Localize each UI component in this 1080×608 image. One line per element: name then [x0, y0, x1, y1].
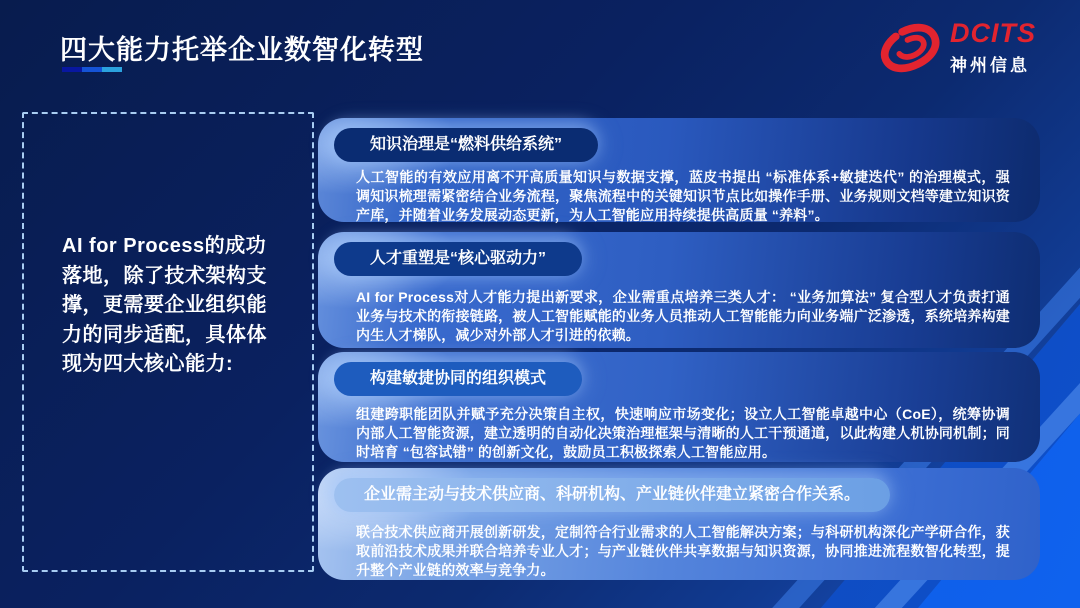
- capability-card-knowledge-governance: [318, 118, 1040, 222]
- title-underline-segment: [102, 67, 122, 72]
- card-header-pill: 人才重塑是“核心驱动力”: [334, 242, 582, 276]
- dcits-logo: [878, 20, 1036, 76]
- card-body-text: 组建跨职能团队并赋予充分决策自主权，快速响应市场变化；设立人工智能卓越中心（CoE），统筹协调内部人工智能资源，建立透明的自动化决策治理框架与清晰的人工干预通道，以此构建人机协同机制；同时培育 “包容试错” 的创新文化，鼓励员工积极探索人工智能应用。: [356, 406, 1010, 461]
- capability-card-agile-organization: [318, 352, 1040, 462]
- card-header-pill: 构建敏捷协同的组织模式: [334, 362, 582, 396]
- card-body-text: AI for Process对人才能力提出新要求，企业需重点培养三类人才： “业务加算法” 复合型人才负责打通业务与技术的衔接链路，被人工智能赋能的业务人员推动人工智能能力向业务端广泛渗透，系统培养构建内生人才梯队，减少对外部人才引进的依赖。: [356, 289, 1010, 344]
- card-body-text: 联合技术供应商开展创新研发，定制符合行业需求的人工智能解决方案；与科研机构深化产学研合作，获取前沿技术成果并联合培养专业人才；与产业链伙伴共享数据与知识资源，协同推进流程数智化转型，提升整个产业链的效率与竞争力。: [356, 524, 1010, 579]
- title-underline-segment: [82, 67, 102, 72]
- capability-card-talent-reshaping: [318, 232, 1040, 348]
- galaxy-swirl-icon: [878, 20, 942, 76]
- intro-panel: [22, 112, 314, 572]
- logo-brand-text: DCITS: [950, 18, 1036, 48]
- capability-cards: [318, 118, 1040, 580]
- intro-text: AI for Process的成功落地，除了技术架构支撑，更需要企业组织能力的同步适配，具体体现为四大核心能力:: [62, 235, 267, 376]
- capability-card-ecosystem-cooperation: [318, 468, 1040, 580]
- page-title: 四大能力托举企业数智化转型: [60, 35, 424, 65]
- card-body-text: 人工智能的有效应用离不开高质量知识与数据支撑，蓝皮书提出 “标准体系+敏捷迭代” 的治理模式，强调知识梳理需紧密结合业务流程，聚焦流程中的关键知识节点比如操作手册、业务规则文档等建立知识资产库，并随着业务发展动态更新，为人工智能应用持续提供高质量 “养料”。: [356, 169, 1010, 224]
- logo-text: [950, 20, 1036, 76]
- card-header-pill: 知识治理是“燃料供给系统”: [334, 128, 598, 162]
- title-underline: [62, 67, 122, 72]
- logo-company-text: 神州信息: [950, 56, 1030, 75]
- title-underline-segment: [62, 67, 82, 72]
- card-header-pill: 企业需主动与技术供应商、科研机构、产业链伙伴建立紧密合作关系。: [334, 478, 890, 512]
